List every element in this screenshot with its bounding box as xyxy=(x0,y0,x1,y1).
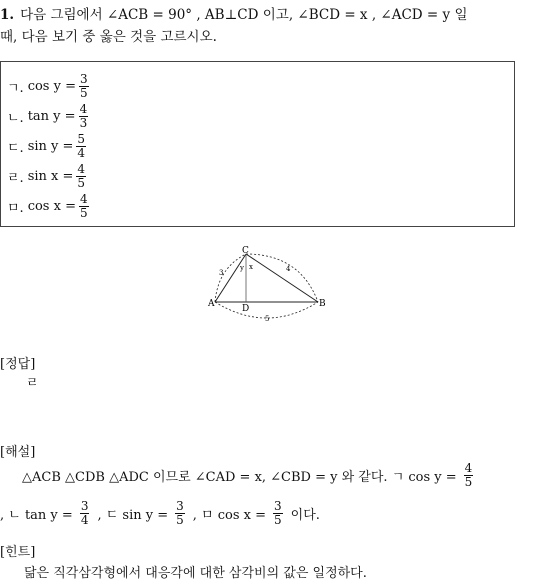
hint-heading: [힌트] xyxy=(0,545,36,560)
triangle-figure xyxy=(200,244,335,326)
fraction: $\frac{4}{5}$ xyxy=(77,161,86,190)
question-line1: 다음 그림에서 ∠ACB = 90° , AB⊥CD 이고, ∠BCD = x , ∠ACD = y 일 xyxy=(20,7,468,23)
choice-3: ㄷ. sin y = $\frac{5}{4}$ xyxy=(7,131,86,160)
label-x: x xyxy=(249,263,253,271)
fraction: $\frac{4}{5}$ xyxy=(464,460,473,489)
fraction: $\frac{3}{5}$ xyxy=(79,71,88,100)
explanation-heading: [해설] xyxy=(0,445,36,460)
question xyxy=(0,4,533,48)
label-c: C xyxy=(242,246,249,256)
explanation-line1: △ACB △CDB △ADC 이므로 ∠CAD = x, ∠CBD = y 와 같다. ㄱ cos y = $\frac{4}{5}$ xyxy=(22,456,481,494)
label-b: B xyxy=(319,299,326,309)
choice-1: ㄱ. cos y = $\frac{3}{5}$ xyxy=(7,71,88,100)
choice-5: ㅁ. cos x = $\frac{4}{5}$ xyxy=(7,191,88,220)
label-d: D xyxy=(242,304,250,314)
fraction: $\frac{3}{4}$ xyxy=(80,498,89,527)
fraction: $\frac{4}{5}$ xyxy=(79,191,88,220)
label-a: A xyxy=(208,299,215,309)
side-ab-label: 5 xyxy=(265,315,270,323)
question-number: 1. xyxy=(0,7,15,23)
fraction: $\frac{4}{3}$ xyxy=(79,101,88,130)
fraction: $\frac{3}{5}$ xyxy=(176,498,184,527)
fraction: $\frac{5}{4}$ xyxy=(77,131,86,160)
hint-text: 닮은 직각삼각형에서 대응각에 대한 삼각비의 값은 일정하다. xyxy=(24,566,367,581)
question-line2: 때, 다음 보기 중 옳은 것을 고르시오. xyxy=(0,29,217,45)
explanation xyxy=(0,456,533,536)
fraction: $\frac{3}{5}$ xyxy=(274,498,282,527)
side-ac-label: 3 xyxy=(219,269,224,277)
answer-heading: [정답] xyxy=(0,357,36,372)
choices-box xyxy=(0,61,515,227)
explanation-line2: , ㄴ tan y = $\frac{3}{4}$ , ㄷ sin y = $\frac{3}{5}$ , ㅁ cos x = $\frac{3}{5}$ 이다. xyxy=(0,498,320,527)
choice-2: ㄴ. tan y = $\frac{4}{3}$ xyxy=(7,101,88,130)
choice-4: ㄹ. sin x = $\frac{4}{5}$ xyxy=(7,161,86,190)
label-y: y xyxy=(240,264,244,272)
answer-value: ㄹ xyxy=(26,376,39,391)
side-ac-line xyxy=(215,254,246,302)
side-cb-label: 4 xyxy=(286,265,291,273)
